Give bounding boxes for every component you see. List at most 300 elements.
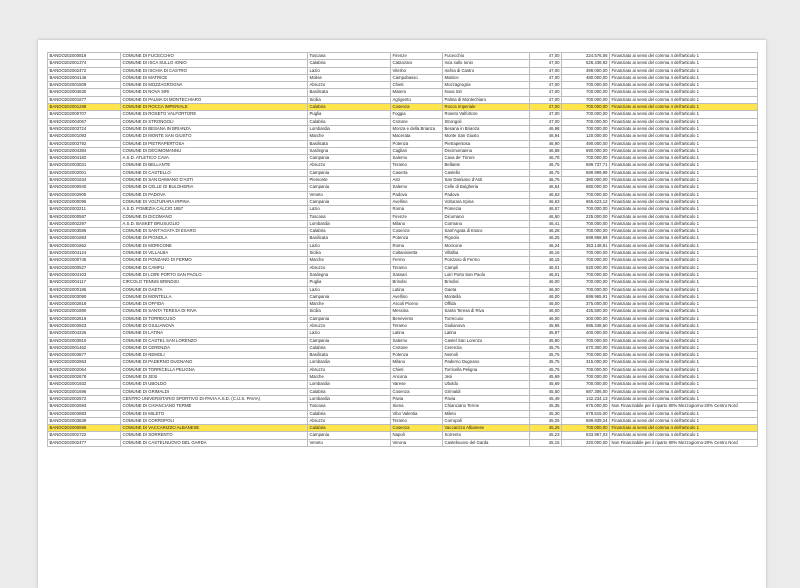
applicant-name-cell: COMUNE DI ISCA SULLO IONIO: [121, 60, 308, 67]
table-row: [48, 53, 758, 60]
applicant-name-cell: COMUNE DI CAMPLI: [121, 264, 308, 271]
amount-cell: 700.000,00: [562, 228, 610, 235]
table-row: [48, 432, 758, 439]
score-cell: 47,00: [530, 104, 562, 111]
applicant-name-cell: COMUNE DI STRONGOLI: [121, 118, 308, 125]
bando-code-cell: BANDO202003792: [48, 140, 121, 147]
region-cell: Marche: [308, 301, 391, 308]
score-cell: 46,63: [530, 191, 562, 198]
region-cell: Abruzzo: [308, 264, 391, 271]
score-cell: 45,87: [530, 330, 562, 337]
amount-cell: 700.000,00: [562, 111, 610, 118]
bando-code-cell: BANDO202002863: [48, 359, 121, 366]
locality-cell: Besana in Brianza: [443, 125, 530, 132]
bando-code-cell: BANDO202002818: [48, 301, 121, 308]
bando-code-cell: BANDO202001862: [48, 242, 121, 249]
table-row: [48, 374, 758, 381]
province-cell: Crotone: [391, 344, 443, 351]
score-cell: 46,15: [530, 257, 562, 264]
bando-code-cell: BANDO202000819: [48, 53, 121, 60]
table-row: [48, 337, 758, 344]
outcome-note-cell: Finanziato ai sensi del comma 4 dell'articolo 1: [610, 60, 758, 67]
amount-cell: 633.967,03: [562, 432, 610, 439]
province-cell: Milano: [391, 220, 443, 227]
bando-code-cell: BANDO202001890: [48, 308, 121, 315]
applicant-name-cell: COMUNE DI SANT'AGATA DI ESARO: [121, 228, 308, 235]
amount-cell: 700.000,00: [562, 279, 610, 286]
province-cell: Chieti: [391, 366, 443, 373]
table-row: [48, 293, 758, 300]
locality-cell: Paderno Dugnano: [443, 359, 530, 366]
locality-cell: Pietrapertosa: [443, 140, 530, 147]
outcome-note-cell: Finanziato ai sensi del comma 4 dell'articolo 1: [610, 344, 758, 351]
province-cell: Latina: [391, 286, 443, 293]
amount-cell: 490.000,00: [562, 140, 610, 147]
locality-cell: Decimomannu: [443, 147, 530, 154]
region-cell: Calabria: [308, 344, 391, 351]
amount-cell: 700.000,00: [562, 155, 610, 162]
bando-code-cell: BANDO202000597: [48, 213, 121, 220]
applicant-name-cell: COMUNE DI PADERNO DUGNANO: [121, 359, 308, 366]
province-cell: Teramo: [391, 162, 443, 169]
amount-cell: 380.000,00: [562, 177, 610, 184]
score-cell: 46,00: [530, 315, 562, 322]
region-cell: Marche: [308, 257, 391, 264]
province-cell: Sassari: [391, 271, 443, 278]
applicant-name-cell: COMUNE DI PIETRAPERTOSA: [121, 140, 308, 147]
applicant-name-cell: COMUNE DI TORRICELLA PELIGNA: [121, 366, 308, 373]
region-cell: Sicilia: [308, 250, 391, 257]
region-cell: Campania: [308, 293, 391, 300]
locality-cell: Palma di Montechiaro: [443, 96, 530, 103]
region-cell: Marche: [308, 374, 391, 381]
locality-cell: Torricella Peligna: [443, 366, 530, 373]
table-row: [48, 403, 758, 410]
outcome-note-cell: Finanziato ai sensi del comma 4 dell'articolo 1: [610, 125, 758, 132]
outcome-note-cell: Finanziato ai sensi del comma 4 dell'articolo 1: [610, 155, 758, 162]
province-cell: Teramo: [391, 264, 443, 271]
table-row: [48, 104, 758, 111]
amount-cell: 353.148,91: [562, 242, 610, 249]
outcome-note-cell: Finanziato ai sensi del comma 4 dell'articolo 1: [610, 301, 758, 308]
applicant-name-cell: COMUNE DI PADOVA: [121, 191, 308, 198]
amount-cell: 699.839,24: [562, 417, 610, 424]
locality-cell: Castelnuovo del Garda: [443, 439, 530, 446]
region-cell: Lombardia: [308, 220, 391, 227]
outcome-note-cell: Finanziato ai sensi del comma 4 dell'articolo 1: [610, 242, 758, 249]
table-row: [48, 111, 758, 118]
score-cell: 45,69: [530, 374, 562, 381]
locality-cell: Gaeta: [443, 286, 530, 293]
locality-cell: Jesi: [443, 374, 530, 381]
region-cell: Basilicata: [308, 235, 391, 242]
province-cell: Brindisi: [391, 279, 443, 286]
bando-code-cell: BANDO202004384: [48, 147, 121, 154]
score-cell: 45,15: [530, 439, 562, 446]
table-row: [48, 330, 758, 337]
bando-code-cell: BANDO202002297: [48, 220, 121, 227]
score-cell: 45,50: [530, 388, 562, 395]
bando-code-cell: BANDO202000745: [48, 257, 121, 264]
score-cell: 45,80: [530, 337, 562, 344]
locality-cell: Grimaldi: [443, 388, 530, 395]
amount-cell: 700.000,00: [562, 89, 610, 96]
locality-cell: Mozzagrogna: [443, 82, 530, 89]
amount-cell: 375.000,00: [562, 301, 610, 308]
bando-code-cell: BANDO202004067: [48, 118, 121, 125]
score-cell: 45,75: [530, 344, 562, 351]
region-cell: Veneto: [308, 439, 391, 446]
score-cell: 46,78: [530, 155, 562, 162]
outcome-note-cell: Finanziato ai sensi del comma 4 dell'articolo 1: [610, 220, 758, 227]
bando-code-cell: BANDO202002693: [48, 403, 121, 410]
region-cell: Calabria: [308, 60, 391, 67]
locality-cell: Rocca Imperiale: [443, 104, 530, 111]
outcome-note-cell: Finanziato ai sensi del comma 4 dell'articolo 1: [610, 381, 758, 388]
outcome-note-cell: Finanziato ai sensi del comma 4 dell'articolo 1: [610, 322, 758, 329]
document-page: [38, 40, 766, 588]
amount-cell: 700.000,00: [562, 271, 610, 278]
applicant-name-cell: A.S.D. BASKET BRUSUGLIO: [121, 220, 308, 227]
score-cell: 46,28: [530, 228, 562, 235]
score-cell: 45,95: [530, 322, 562, 329]
locality-cell: Cormano: [443, 220, 530, 227]
outcome-note-cell: Non Finanziabile per il riparto 80% Mezzogiorno-20% Centro Nord: [610, 403, 758, 410]
region-cell: Lazio: [308, 242, 391, 249]
amount-cell: 680.000,00: [562, 184, 610, 191]
region-cell: Lombardia: [308, 381, 391, 388]
bando-code-cell: BANDO202002472: [48, 67, 121, 74]
region-cell: Campania: [308, 432, 391, 439]
outcome-note-cell: Finanziato ai sensi del comma 4 dell'articolo 1: [610, 308, 758, 315]
table-row: [48, 206, 758, 213]
outcome-note-cell: Finanziato ai sensi del comma 4 dell'articolo 1: [610, 395, 758, 402]
region-cell: Calabria: [308, 228, 391, 235]
locality-cell: Nova Siri: [443, 89, 530, 96]
amount-cell: 700.000,00: [562, 352, 610, 359]
outcome-note-cell: Finanziato ai sensi del comma 4 dell'articolo 1: [610, 140, 758, 147]
region-cell: Abruzzo: [308, 366, 391, 373]
score-cell: 46,00: [530, 308, 562, 315]
province-cell: Teramo: [391, 417, 443, 424]
table-row: [48, 352, 758, 359]
bando-code-cell: BANDO202001288: [48, 104, 121, 111]
amount-cell: 700.000,00: [562, 104, 610, 111]
province-cell: Salerno: [391, 155, 443, 162]
bando-code-cell: BANDO202002722: [48, 432, 121, 439]
bando-code-cell: BANDO202001093: [48, 133, 121, 140]
bando-code-cell: BANDO202000527: [48, 264, 121, 271]
province-cell: Vibo Valentia: [391, 410, 443, 417]
bando-code-cell: BANDO202003923: [48, 322, 121, 329]
province-cell: Chieti: [391, 82, 443, 89]
region-cell: Abruzzo: [308, 162, 391, 169]
outcome-note-cell: Finanziato ai sensi del comma 4 dell'articolo 1: [610, 257, 758, 264]
region-cell: Campania: [308, 155, 391, 162]
applicant-name-cell: COMUNE DI CELLE DI BULGHERIA: [121, 184, 308, 191]
locality-cell: Cerenzia: [443, 344, 530, 351]
region-cell: Sicilia: [308, 96, 391, 103]
bando-code-cell: BANDO202002905: [48, 191, 121, 198]
outcome-note-cell: Non Finanziabile per il riparto 80% Mezzogiorno-20% Centro Nord: [610, 439, 758, 446]
region-cell: Lombardia: [308, 395, 391, 402]
region-cell: Toscana: [308, 213, 391, 220]
locality-cell: Santa Teresa di Riva: [443, 308, 530, 315]
table-row: [48, 118, 758, 125]
province-cell: Cosenza: [391, 388, 443, 395]
applicant-name-cell: COMUNE DI CASTELNUOVO DEL GARDA: [121, 439, 308, 446]
outcome-note-cell: Finanziato ai sensi del comma 4 dell'articolo 1: [610, 53, 758, 60]
applicant-name-cell: COMUNE DI GIULIANOVA: [121, 322, 308, 329]
region-cell: Molise: [308, 74, 391, 81]
applicant-name-cell: COMUNE DI FUCECCHIO: [121, 53, 308, 60]
applicant-name-cell: COMUNE DI CORROPOLI: [121, 417, 308, 424]
score-cell: 47,00: [530, 118, 562, 125]
outcome-note-cell: Finanziato ai sensi del comma 4 dell'articolo 1: [610, 235, 758, 242]
bando-code-cell: BANDO202002477: [48, 439, 121, 446]
score-cell: 46,01: [530, 264, 562, 271]
applicant-name-cell: COMUNE DI DECIMOMANNU: [121, 147, 308, 154]
bando-code-cell: BANDO202001462: [48, 344, 121, 351]
applicant-name-cell: COMUNE DI NEMOLI: [121, 352, 308, 359]
bando-code-cell: BANDO202001634: [48, 177, 121, 184]
region-cell: Puglia: [308, 279, 391, 286]
applicant-name-cell: CENTRO UNIVERSITARIO SPORTIVO DI PAVIA A.S.D. (C.U.S. PAVIA): [121, 395, 308, 402]
bando-code-cell: BANDO202003586: [48, 228, 121, 235]
score-cell: 46,00: [530, 286, 562, 293]
amount-cell: 699.965,91: [562, 293, 610, 300]
outcome-note-cell: Finanziato ai sensi del comma 4 dell'articolo 1: [610, 191, 758, 198]
locality-cell: Ischia di Castro: [443, 67, 530, 74]
province-cell: Viterbo: [391, 67, 443, 74]
outcome-note-cell: Finanziato ai sensi del comma 4 dell'articolo 1: [610, 89, 758, 96]
applicant-name-cell: COMUNE DI ROCCA IMPERIALE: [121, 104, 308, 111]
amount-cell: 300.000,00: [562, 315, 610, 322]
region-cell: Calabria: [308, 425, 391, 432]
outcome-note-cell: Finanziato ai sensi del comma 4 dell'articolo 1: [610, 104, 758, 111]
region-cell: Campania: [308, 169, 391, 176]
funding-table: [47, 52, 758, 447]
score-cell: 46,75: [530, 169, 562, 176]
applicant-name-cell: COMUNE DI MONTELLA: [121, 293, 308, 300]
score-cell: 45,30: [530, 410, 562, 417]
amount-cell: 700.000,00: [562, 286, 610, 293]
table-row: [48, 220, 758, 227]
applicant-name-cell: COMUNE DI PALMA DI MONTECHIARO: [121, 96, 308, 103]
province-cell: Latina: [391, 330, 443, 337]
bando-code-cell: BANDO202001893: [48, 235, 121, 242]
province-cell: Varese: [391, 381, 443, 388]
amount-cell: 700.000,00: [562, 250, 610, 257]
outcome-note-cell: Finanziato ai sensi del comma 4 dell'articolo 1: [610, 67, 758, 74]
region-cell: Sardegna: [308, 271, 391, 278]
province-cell: Crotone: [391, 118, 443, 125]
applicant-name-cell: COMUNE DI LATINA: [121, 330, 308, 337]
applicant-name-cell: COMUNE DI BESANA IN BRIANZA: [121, 125, 308, 132]
bando-code-cell: BANDO202002064: [48, 366, 121, 373]
applicant-name-cell: COMUNE DI VOLTURARA IRPINA: [121, 198, 308, 205]
region-cell: Campania: [308, 184, 391, 191]
region-cell: Campania: [308, 315, 391, 322]
region-cell: Abruzzo: [308, 417, 391, 424]
table-row: [48, 301, 758, 308]
amount-cell: 700.000,00: [562, 366, 610, 373]
applicant-name-cell: A.S.D. POMEZIA CALCIO 1957: [121, 206, 308, 213]
table-row: [48, 286, 758, 293]
score-cell: 46,50: [530, 213, 562, 220]
score-cell: 46,75: [530, 177, 562, 184]
region-cell: Lombardia: [308, 125, 391, 132]
locality-cell: Pavia: [443, 395, 530, 402]
applicant-name-cell: COMUNE DI PONZANO DI FERMO: [121, 257, 308, 264]
province-cell: Siena: [391, 403, 443, 410]
locality-cell: Isca sullo Ionio: [443, 60, 530, 67]
applicant-name-cell: COMUNE DI JESI: [121, 374, 308, 381]
applicant-name-cell: CIRCOLO TENNIS BRINDISI: [121, 279, 308, 286]
locality-cell: Sant'Agata di Esaro: [443, 228, 530, 235]
outcome-note-cell: Finanziato ai sensi del comma 4 dell'articolo 1: [610, 228, 758, 235]
bando-code-cell: BANDO202004117: [48, 279, 121, 286]
applicant-name-cell: COMUNE DI SORRENTO: [121, 432, 308, 439]
applicant-name-cell: COMUNE DI MONTE SAN GIUSTO: [121, 133, 308, 140]
table-row: [48, 169, 758, 176]
region-cell: Basilicata: [308, 140, 391, 147]
amount-cell: 678.515,00: [562, 410, 610, 417]
bando-code-cell: BANDO202000707: [48, 111, 121, 118]
outcome-note-cell: Finanziato ai sensi del comma 4 dell'articolo 1: [610, 198, 758, 205]
score-cell: 47,00: [530, 74, 562, 81]
region-cell: Toscana: [308, 403, 391, 410]
score-cell: 46,00: [530, 293, 562, 300]
locality-cell: Corropoli: [443, 417, 530, 424]
score-cell: 47,00: [530, 89, 562, 96]
amount-cell: 526.438,92: [562, 60, 610, 67]
province-cell: Potenza: [391, 352, 443, 359]
outcome-note-cell: Finanziato ai sensi del comma 4 dell'articolo 1: [610, 425, 758, 432]
score-cell: 45,25: [530, 425, 562, 432]
score-cell: 46,64: [530, 184, 562, 191]
table-body: [48, 53, 758, 447]
amount-cell: 699.737,71: [562, 162, 610, 169]
applicant-name-cell: COMUNE DI GRIMALDI: [121, 388, 308, 395]
applicant-name-cell: COMUNE DI BELLANTE: [121, 162, 308, 169]
applicant-name-cell: COMUNE DI CASTEL SAN LORENZO: [121, 337, 308, 344]
table-row: [48, 89, 758, 96]
outcome-note-cell: Finanziato ai sensi del comma 4 dell'articolo 1: [610, 293, 758, 300]
outcome-note-cell: Finanziato ai sensi del comma 4 dell'articolo 1: [610, 417, 758, 424]
province-cell: Monza e della Brianza: [391, 125, 443, 132]
locality-cell: Sorrento: [443, 432, 530, 439]
score-cell: 46,25: [530, 235, 562, 242]
table-row: [48, 279, 758, 286]
outcome-note-cell: Finanziato ai sensi del comma 4 dell'articolo 1: [610, 337, 758, 344]
bando-code-cell: BANDO202002572: [48, 395, 121, 402]
table-row: [48, 410, 758, 417]
bando-code-cell: BANDO202003677: [48, 352, 121, 359]
score-cell: 45,75: [530, 366, 562, 373]
amount-cell: 700.000,00: [562, 374, 610, 381]
bando-code-cell: BANDO202004630: [48, 89, 121, 96]
bando-code-cell: BANDO202003090: [48, 293, 121, 300]
locality-cell: Strongoli: [443, 118, 530, 125]
applicant-name-cell: COMUNE DI CHIANCIANO TERME: [121, 403, 308, 410]
outcome-note-cell: Finanziato ai sensi del comma 4 dell'articolo 1: [610, 82, 758, 89]
table-row: [48, 162, 758, 169]
applicant-name-cell: COMUNE DI MORICONE: [121, 242, 308, 249]
table-row: [48, 250, 758, 257]
locality-cell: Ponzano di Fermo: [443, 257, 530, 264]
score-cell: 45,75: [530, 359, 562, 366]
province-cell: Caserta: [391, 169, 443, 176]
amount-cell: 700.000,00: [562, 337, 610, 344]
locality-cell: Villalba: [443, 250, 530, 257]
table-row: [48, 257, 758, 264]
outcome-note-cell: Finanziato ai sensi del comma 4 dell'articolo 1: [610, 352, 758, 359]
region-cell: Piemonte: [308, 177, 391, 184]
province-cell: Verona: [391, 439, 443, 446]
region-cell: Abruzzo: [308, 322, 391, 329]
province-cell: Roma: [391, 206, 443, 213]
province-cell: Macerata: [391, 133, 443, 140]
amount-cell: 675.000,00: [562, 403, 610, 410]
region-cell: Calabria: [308, 118, 391, 125]
province-cell: Avellino: [391, 293, 443, 300]
amount-cell: 655.623,12: [562, 198, 610, 205]
score-cell: 47,00: [530, 53, 562, 60]
outcome-note-cell: Finanziato ai sensi del comma 4 dell'articolo 1: [610, 184, 758, 191]
outcome-note-cell: Finanziato ai sensi del comma 4 dell'articolo 1: [610, 330, 758, 337]
score-cell: 46,01: [530, 271, 562, 278]
locality-cell: Torrecuso: [443, 315, 530, 322]
locality-cell: Padova: [443, 191, 530, 198]
score-cell: 47,00: [530, 60, 562, 67]
amount-cell: 315.000,00: [562, 359, 610, 366]
outcome-note-cell: Finanziato ai sensi del comma 4 dell'articolo 1: [610, 111, 758, 118]
region-cell: Lombardia: [308, 359, 391, 366]
table-row: [48, 417, 758, 424]
amount-cell: 225.000,00: [562, 213, 610, 220]
outcome-note-cell: Finanziato ai sensi del comma 4 dell'articolo 1: [610, 374, 758, 381]
bando-code-cell: BANDO202003639: [48, 417, 121, 424]
table-row: [48, 82, 758, 89]
bando-code-cell: BANDO202004182: [48, 155, 121, 162]
table-row: [48, 271, 758, 278]
locality-cell: Offida: [443, 301, 530, 308]
score-cell: 47,00: [530, 111, 562, 118]
table-row: [48, 425, 758, 432]
locality-cell: Roseto Valfortore: [443, 111, 530, 118]
score-cell: 46,90: [530, 140, 562, 147]
table-row: [48, 395, 758, 402]
province-cell: Cosenza: [391, 425, 443, 432]
amount-cell: 320.000,00: [562, 439, 610, 446]
locality-cell: Pomezia: [443, 206, 530, 213]
locality-cell: Montella: [443, 293, 530, 300]
region-cell: Veneto: [308, 191, 391, 198]
bando-code-cell: BANDO202001509: [48, 82, 121, 89]
province-cell: Matera: [391, 89, 443, 96]
locality-cell: Pignola: [443, 235, 530, 242]
score-cell: 46,41: [530, 220, 562, 227]
region-cell: Calabria: [308, 104, 391, 111]
outcome-note-cell: Finanziato ai sensi del comma 4 dell'articolo 1: [610, 388, 758, 395]
outcome-note-cell: Finanziato ai sensi del comma 4 dell'articolo 1: [610, 271, 758, 278]
bando-code-cell: BANDO202004146: [48, 74, 121, 81]
applicant-name-cell: COMUNE DI SAN DAMIANO D'ASTI: [121, 177, 308, 184]
table-row: [48, 344, 758, 351]
outcome-note-cell: Finanziato ai sensi del comma 4 dell'articolo 1: [610, 74, 758, 81]
province-cell: Fermo: [391, 257, 443, 264]
